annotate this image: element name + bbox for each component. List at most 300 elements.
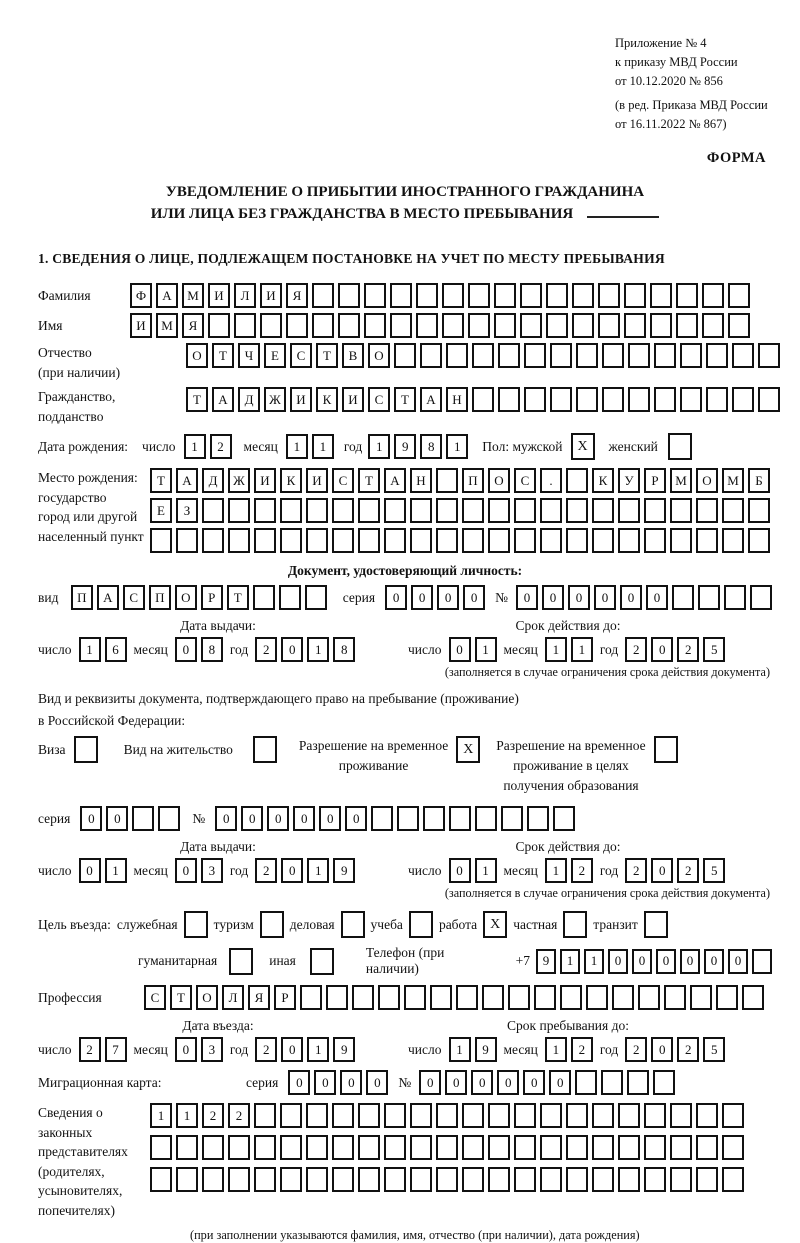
purpose-other-checkbox[interactable] — [310, 948, 334, 975]
char-cell[interactable]: И — [130, 313, 152, 338]
char-cell[interactable] — [436, 1167, 458, 1192]
char-cell[interactable]: 1 — [560, 949, 580, 974]
purpose-study-checkbox[interactable] — [409, 911, 433, 938]
char-cell[interactable]: 1 — [545, 637, 567, 662]
char-cell[interactable] — [384, 1103, 406, 1128]
char-cell[interactable] — [228, 1167, 250, 1192]
char-cell[interactable] — [696, 528, 718, 553]
char-cell[interactable]: 1 — [571, 637, 593, 662]
char-cell[interactable] — [176, 528, 198, 553]
char-cell[interactable] — [602, 387, 624, 412]
char-cell[interactable]: Ч — [238, 343, 260, 368]
char-cell[interactable]: 1 — [312, 434, 334, 459]
char-cell[interactable] — [644, 1135, 666, 1160]
char-cell[interactable] — [676, 283, 698, 308]
char-cell[interactable]: И — [208, 283, 230, 308]
char-cell[interactable] — [286, 313, 308, 338]
char-cell[interactable] — [670, 498, 692, 523]
char-cell[interactable] — [280, 1167, 302, 1192]
char-cell[interactable]: 0 — [449, 858, 471, 883]
char-cell[interactable] — [202, 528, 224, 553]
char-cell[interactable]: 1 — [286, 434, 308, 459]
char-cell[interactable]: 0 — [281, 1037, 303, 1062]
char-cell[interactable]: 0 — [646, 585, 668, 610]
char-cell[interactable] — [752, 949, 772, 974]
char-cell[interactable]: И — [306, 468, 328, 493]
char-cell[interactable] — [228, 498, 250, 523]
char-cell[interactable]: 0 — [549, 1070, 571, 1095]
char-cell[interactable] — [300, 985, 322, 1010]
char-cell[interactable] — [394, 343, 416, 368]
char-cell[interactable]: 0 — [79, 858, 101, 883]
char-cell[interactable] — [514, 498, 536, 523]
char-cell[interactable] — [572, 313, 594, 338]
char-cell[interactable]: Т — [394, 387, 416, 412]
char-cell[interactable]: 9 — [536, 949, 556, 974]
char-cell[interactable] — [706, 387, 728, 412]
char-cell[interactable]: Ж — [228, 468, 250, 493]
char-cell[interactable] — [228, 1135, 250, 1160]
char-cell[interactable] — [628, 387, 650, 412]
char-cell[interactable] — [498, 343, 520, 368]
char-cell[interactable]: Н — [410, 468, 432, 493]
char-cell[interactable] — [332, 1103, 354, 1128]
purpose-official-checkbox[interactable] — [184, 911, 208, 938]
char-cell[interactable]: 9 — [333, 858, 355, 883]
char-cell[interactable]: 2 — [202, 1103, 224, 1128]
char-cell[interactable]: 0 — [215, 806, 237, 831]
char-cell[interactable]: Т — [186, 387, 208, 412]
char-cell[interactable]: Я — [182, 313, 204, 338]
char-cell[interactable] — [312, 283, 334, 308]
char-cell[interactable] — [514, 1103, 536, 1128]
char-cell[interactable]: 1 — [184, 434, 206, 459]
char-cell[interactable] — [234, 313, 256, 338]
purpose-business-checkbox[interactable] — [341, 911, 365, 938]
char-cell[interactable]: О — [696, 468, 718, 493]
char-cell[interactable] — [638, 985, 660, 1010]
char-cell[interactable] — [306, 1135, 328, 1160]
char-cell[interactable]: 9 — [475, 1037, 497, 1062]
char-cell[interactable]: О — [186, 343, 208, 368]
char-cell[interactable]: С — [123, 585, 145, 610]
char-cell[interactable]: А — [420, 387, 442, 412]
char-cell[interactable]: 1 — [368, 434, 390, 459]
char-cell[interactable] — [653, 1070, 675, 1095]
char-cell[interactable]: 2 — [571, 1037, 593, 1062]
char-cell[interactable]: 2 — [677, 858, 699, 883]
char-cell[interactable] — [696, 1103, 718, 1128]
char-cell[interactable]: О — [175, 585, 197, 610]
char-cell[interactable]: 0 — [542, 585, 564, 610]
char-cell[interactable] — [576, 343, 598, 368]
char-cell[interactable]: 6 — [105, 637, 127, 662]
char-cell[interactable] — [524, 387, 546, 412]
char-cell[interactable]: Т — [212, 343, 234, 368]
char-cell[interactable] — [358, 1167, 380, 1192]
char-cell[interactable]: Е — [150, 498, 172, 523]
char-cell[interactable]: Д — [202, 468, 224, 493]
char-cell[interactable] — [628, 343, 650, 368]
char-cell[interactable] — [566, 468, 588, 493]
char-cell[interactable] — [758, 343, 780, 368]
char-cell[interactable] — [472, 343, 494, 368]
char-cell[interactable]: 0 — [314, 1070, 336, 1095]
visa-checkbox[interactable] — [74, 736, 98, 763]
char-cell[interactable]: И — [342, 387, 364, 412]
sex-female-checkbox[interactable] — [668, 433, 692, 460]
char-cell[interactable] — [566, 498, 588, 523]
char-cell[interactable]: 1 — [475, 637, 497, 662]
char-cell[interactable] — [540, 1135, 562, 1160]
char-cell[interactable]: Т — [227, 585, 249, 610]
char-cell[interactable] — [306, 1167, 328, 1192]
char-cell[interactable]: Я — [248, 985, 270, 1010]
char-cell[interactable] — [462, 498, 484, 523]
char-cell[interactable]: 0 — [728, 949, 748, 974]
char-cell[interactable]: И — [254, 468, 276, 493]
char-cell[interactable] — [404, 985, 426, 1010]
char-cell[interactable]: Р — [201, 585, 223, 610]
char-cell[interactable] — [312, 313, 334, 338]
char-cell[interactable]: Т — [150, 468, 172, 493]
char-cell[interactable] — [488, 528, 510, 553]
char-cell[interactable]: И — [290, 387, 312, 412]
char-cell[interactable] — [553, 806, 575, 831]
char-cell[interactable] — [420, 343, 442, 368]
char-cell[interactable] — [670, 528, 692, 553]
char-cell[interactable] — [176, 1167, 198, 1192]
char-cell[interactable] — [488, 498, 510, 523]
char-cell[interactable] — [680, 387, 702, 412]
char-cell[interactable]: Е — [264, 343, 286, 368]
char-cell[interactable] — [546, 313, 568, 338]
char-cell[interactable]: 2 — [255, 1037, 277, 1062]
char-cell[interactable] — [706, 343, 728, 368]
char-cell[interactable] — [410, 498, 432, 523]
char-cell[interactable] — [332, 1167, 354, 1192]
char-cell[interactable] — [612, 985, 634, 1010]
char-cell[interactable] — [750, 585, 772, 610]
char-cell[interactable]: 2 — [677, 1037, 699, 1062]
char-cell[interactable] — [696, 1167, 718, 1192]
char-cell[interactable] — [305, 585, 327, 610]
sex-male-checkbox[interactable]: X — [571, 433, 595, 460]
char-cell[interactable]: М — [722, 468, 744, 493]
char-cell[interactable]: 0 — [497, 1070, 519, 1095]
char-cell[interactable] — [462, 1135, 484, 1160]
char-cell[interactable]: 0 — [366, 1070, 388, 1095]
char-cell[interactable] — [540, 1103, 562, 1128]
char-cell[interactable]: 3 — [201, 858, 223, 883]
char-cell[interactable]: 1 — [449, 1037, 471, 1062]
char-cell[interactable]: А — [384, 468, 406, 493]
char-cell[interactable]: Т — [316, 343, 338, 368]
char-cell[interactable] — [534, 985, 556, 1010]
char-cell[interactable] — [618, 1167, 640, 1192]
char-cell[interactable] — [702, 283, 724, 308]
char-cell[interactable] — [654, 387, 676, 412]
char-cell[interactable]: 1 — [105, 858, 127, 883]
char-cell[interactable] — [722, 1103, 744, 1128]
char-cell[interactable]: Л — [234, 283, 256, 308]
char-cell[interactable]: 0 — [608, 949, 628, 974]
char-cell[interactable] — [702, 313, 724, 338]
char-cell[interactable] — [546, 283, 568, 308]
char-cell[interactable] — [624, 283, 646, 308]
char-cell[interactable]: 0 — [411, 585, 433, 610]
char-cell[interactable]: Л — [222, 985, 244, 1010]
char-cell[interactable] — [586, 985, 608, 1010]
temp-permit-checkbox[interactable]: X — [456, 736, 480, 763]
char-cell[interactable]: 0 — [445, 1070, 467, 1095]
char-cell[interactable] — [468, 283, 490, 308]
char-cell[interactable] — [280, 1103, 302, 1128]
char-cell[interactable] — [326, 985, 348, 1010]
char-cell[interactable]: Ф — [130, 283, 152, 308]
char-cell[interactable] — [442, 313, 464, 338]
char-cell[interactable] — [436, 498, 458, 523]
char-cell[interactable] — [390, 313, 412, 338]
char-cell[interactable] — [575, 1070, 597, 1095]
char-cell[interactable] — [644, 1103, 666, 1128]
char-cell[interactable] — [475, 806, 497, 831]
char-cell[interactable] — [690, 985, 712, 1010]
char-cell[interactable]: 0 — [656, 949, 676, 974]
char-cell[interactable] — [748, 528, 770, 553]
char-cell[interactable]: 0 — [106, 806, 128, 831]
char-cell[interactable] — [672, 585, 694, 610]
char-cell[interactable] — [540, 498, 562, 523]
char-cell[interactable] — [410, 1135, 432, 1160]
char-cell[interactable] — [446, 343, 468, 368]
char-cell[interactable] — [384, 498, 406, 523]
char-cell[interactable]: 2 — [677, 637, 699, 662]
char-cell[interactable] — [514, 1167, 536, 1192]
char-cell[interactable] — [566, 528, 588, 553]
char-cell[interactable] — [627, 1070, 649, 1095]
char-cell[interactable] — [618, 498, 640, 523]
char-cell[interactable] — [520, 313, 542, 338]
char-cell[interactable] — [732, 387, 754, 412]
char-cell[interactable]: А — [176, 468, 198, 493]
char-cell[interactable]: 1 — [446, 434, 468, 459]
char-cell[interactable]: М — [182, 283, 204, 308]
char-cell[interactable] — [462, 528, 484, 553]
char-cell[interactable] — [550, 343, 572, 368]
char-cell[interactable] — [436, 1103, 458, 1128]
char-cell[interactable] — [592, 528, 614, 553]
char-cell[interactable] — [696, 498, 718, 523]
char-cell[interactable] — [540, 1167, 562, 1192]
char-cell[interactable]: Б — [748, 468, 770, 493]
char-cell[interactable]: У — [618, 468, 640, 493]
char-cell[interactable] — [442, 283, 464, 308]
char-cell[interactable] — [644, 1167, 666, 1192]
char-cell[interactable] — [624, 313, 646, 338]
char-cell[interactable] — [254, 528, 276, 553]
char-cell[interactable] — [602, 343, 624, 368]
char-cell[interactable]: 0 — [516, 585, 538, 610]
char-cell[interactable] — [618, 1135, 640, 1160]
char-cell[interactable]: 2 — [79, 1037, 101, 1062]
char-cell[interactable]: 8 — [201, 637, 223, 662]
char-cell[interactable] — [566, 1135, 588, 1160]
char-cell[interactable]: 0 — [80, 806, 102, 831]
char-cell[interactable] — [618, 1103, 640, 1128]
char-cell[interactable]: 0 — [345, 806, 367, 831]
char-cell[interactable]: Ж — [264, 387, 286, 412]
char-cell[interactable] — [520, 283, 542, 308]
char-cell[interactable] — [494, 283, 516, 308]
char-cell[interactable]: 0 — [419, 1070, 441, 1095]
purpose-tourism-checkbox[interactable] — [260, 911, 284, 938]
char-cell[interactable]: 0 — [651, 637, 673, 662]
char-cell[interactable] — [150, 1135, 172, 1160]
char-cell[interactable]: А — [97, 585, 119, 610]
char-cell[interactable] — [338, 313, 360, 338]
char-cell[interactable] — [332, 498, 354, 523]
char-cell[interactable]: 9 — [333, 1037, 355, 1062]
char-cell[interactable] — [390, 283, 412, 308]
char-cell[interactable]: 0 — [175, 637, 197, 662]
char-cell[interactable] — [482, 985, 504, 1010]
char-cell[interactable]: Т — [358, 468, 380, 493]
char-cell[interactable]: И — [260, 283, 282, 308]
char-cell[interactable]: 0 — [463, 585, 485, 610]
char-cell[interactable] — [758, 387, 780, 412]
char-cell[interactable]: 0 — [281, 858, 303, 883]
char-cell[interactable] — [732, 343, 754, 368]
char-cell[interactable]: Р — [274, 985, 296, 1010]
char-cell[interactable] — [676, 313, 698, 338]
char-cell[interactable]: К — [592, 468, 614, 493]
char-cell[interactable]: А — [156, 283, 178, 308]
char-cell[interactable]: 1 — [545, 1037, 567, 1062]
char-cell[interactable] — [416, 283, 438, 308]
char-cell[interactable]: 2 — [625, 1037, 647, 1062]
char-cell[interactable] — [560, 985, 582, 1010]
char-cell[interactable]: 0 — [319, 806, 341, 831]
char-cell[interactable] — [494, 313, 516, 338]
char-cell[interactable] — [384, 528, 406, 553]
char-cell[interactable] — [436, 528, 458, 553]
char-cell[interactable] — [352, 985, 374, 1010]
purpose-humanitarian-checkbox[interactable] — [229, 948, 253, 975]
char-cell[interactable]: 0 — [471, 1070, 493, 1095]
char-cell[interactable] — [410, 1103, 432, 1128]
char-cell[interactable]: Д — [238, 387, 260, 412]
char-cell[interactable] — [728, 283, 750, 308]
char-cell[interactable] — [371, 806, 393, 831]
char-cell[interactable] — [670, 1103, 692, 1128]
char-cell[interactable] — [592, 1103, 614, 1128]
char-cell[interactable] — [598, 283, 620, 308]
char-cell[interactable] — [202, 1135, 224, 1160]
char-cell[interactable] — [202, 498, 224, 523]
char-cell[interactable] — [680, 343, 702, 368]
char-cell[interactable]: 0 — [594, 585, 616, 610]
char-cell[interactable]: 1 — [150, 1103, 172, 1128]
char-cell[interactable] — [566, 1103, 588, 1128]
char-cell[interactable]: 0 — [523, 1070, 545, 1095]
char-cell[interactable] — [501, 806, 523, 831]
char-cell[interactable]: . — [540, 468, 562, 493]
char-cell[interactable] — [488, 1135, 510, 1160]
char-cell[interactable]: 2 — [571, 858, 593, 883]
char-cell[interactable] — [306, 498, 328, 523]
char-cell[interactable]: К — [316, 387, 338, 412]
char-cell[interactable] — [150, 1167, 172, 1192]
purpose-transit-checkbox[interactable] — [644, 911, 668, 938]
char-cell[interactable] — [228, 528, 250, 553]
char-cell[interactable] — [150, 528, 172, 553]
char-cell[interactable]: 1 — [545, 858, 567, 883]
char-cell[interactable] — [462, 1103, 484, 1128]
char-cell[interactable]: 2 — [228, 1103, 250, 1128]
char-cell[interactable] — [436, 468, 458, 493]
char-cell[interactable] — [364, 283, 386, 308]
char-cell[interactable]: 0 — [620, 585, 642, 610]
char-cell[interactable] — [279, 585, 301, 610]
char-cell[interactable] — [508, 985, 530, 1010]
char-cell[interactable]: 0 — [437, 585, 459, 610]
char-cell[interactable]: К — [280, 468, 302, 493]
char-cell[interactable] — [664, 985, 686, 1010]
char-cell[interactable] — [468, 313, 490, 338]
char-cell[interactable]: С — [368, 387, 390, 412]
char-cell[interactable] — [280, 498, 302, 523]
char-cell[interactable] — [514, 1135, 536, 1160]
char-cell[interactable]: 1 — [307, 1037, 329, 1062]
char-cell[interactable] — [158, 806, 180, 831]
char-cell[interactable] — [598, 313, 620, 338]
char-cell[interactable] — [670, 1167, 692, 1192]
char-cell[interactable] — [410, 528, 432, 553]
char-cell[interactable] — [527, 806, 549, 831]
char-cell[interactable]: 0 — [680, 949, 700, 974]
char-cell[interactable] — [601, 1070, 623, 1095]
char-cell[interactable] — [397, 806, 419, 831]
char-cell[interactable]: О — [488, 468, 510, 493]
char-cell[interactable]: М — [670, 468, 692, 493]
char-cell[interactable]: 2 — [625, 637, 647, 662]
purpose-private-checkbox[interactable] — [563, 911, 587, 938]
char-cell[interactable] — [358, 1103, 380, 1128]
char-cell[interactable]: А — [212, 387, 234, 412]
char-cell[interactable] — [456, 985, 478, 1010]
char-cell[interactable] — [176, 1135, 198, 1160]
char-cell[interactable] — [716, 985, 738, 1010]
char-cell[interactable]: 0 — [385, 585, 407, 610]
char-cell[interactable] — [378, 985, 400, 1010]
char-cell[interactable] — [332, 1135, 354, 1160]
char-cell[interactable]: 5 — [703, 858, 725, 883]
char-cell[interactable] — [524, 343, 546, 368]
char-cell[interactable] — [280, 1135, 302, 1160]
char-cell[interactable] — [514, 528, 536, 553]
char-cell[interactable] — [280, 528, 302, 553]
char-cell[interactable]: 0 — [175, 1037, 197, 1062]
char-cell[interactable] — [722, 528, 744, 553]
char-cell[interactable]: П — [462, 468, 484, 493]
char-cell[interactable] — [576, 387, 598, 412]
char-cell[interactable] — [436, 1135, 458, 1160]
char-cell[interactable] — [592, 498, 614, 523]
char-cell[interactable]: 0 — [340, 1070, 362, 1095]
char-cell[interactable] — [550, 387, 572, 412]
char-cell[interactable] — [430, 985, 452, 1010]
